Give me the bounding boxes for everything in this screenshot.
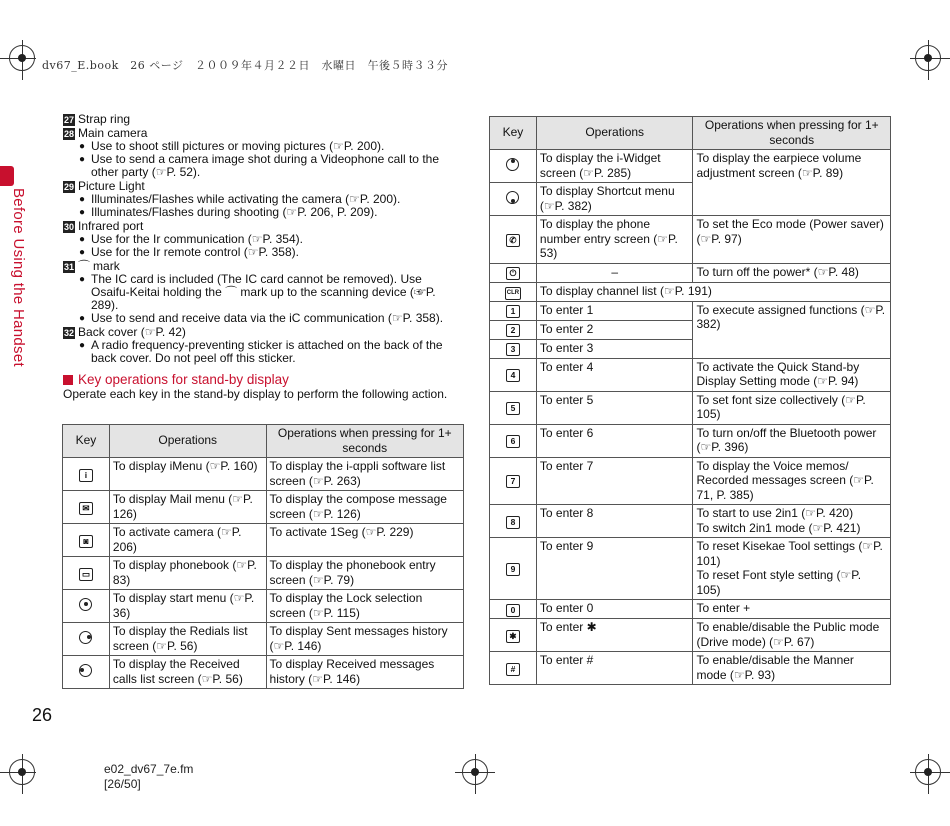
- column-header-key: Key: [63, 425, 110, 458]
- bullet-icon: ●: [79, 274, 86, 285]
- key-9-icon: 9: [506, 563, 520, 576]
- table-row: [490, 505, 891, 538]
- bullet-icon: ●: [79, 313, 86, 324]
- table-row: [63, 557, 464, 590]
- operation-cell: To enter 5: [536, 391, 693, 424]
- table-row: [490, 301, 891, 320]
- long-press-line: To reset Font style setting (☞P. 105): [696, 568, 862, 597]
- key-3-icon: 3: [506, 343, 520, 356]
- star-key-icon: ✱: [506, 630, 520, 643]
- operation-cell: To enter 3: [536, 339, 693, 358]
- operation-cell: To enter 1: [536, 301, 693, 320]
- nav-up-key-icon: [506, 158, 519, 171]
- table-row: [490, 619, 891, 652]
- table-row: [63, 491, 464, 524]
- table-row: [490, 457, 891, 505]
- table-row: [63, 524, 464, 557]
- operation-cell: To enter 6: [536, 424, 693, 457]
- nav-right-key-icon: [79, 631, 92, 644]
- long-press-cell: To execute assigned functions (☞P. 382): [693, 301, 891, 358]
- long-press-cell: To enter +: [693, 600, 891, 619]
- nav-center-key-icon: [79, 598, 92, 611]
- bullet-icon: ●: [79, 207, 86, 218]
- key-2-icon: 2: [506, 324, 520, 337]
- part-number: 30: [64, 221, 75, 232]
- long-press-cell: To turn off the power* (☞P. 48): [693, 263, 891, 282]
- long-press-cell: [693, 538, 891, 600]
- table-row: [490, 358, 891, 391]
- part-item: [63, 113, 463, 126]
- key-0-icon: 0: [506, 604, 520, 617]
- long-press-cell: To display the earpiece volume adjustment screen (☞P. 89): [693, 150, 891, 216]
- long-press-cell: To display the Lock selection screen (☞P. 115): [266, 590, 463, 623]
- long-press-cell: To display the compose message screen (☞P. 126): [266, 491, 463, 524]
- operation-cell: To display iMenu (☞P. 160): [109, 458, 266, 491]
- part-number: 28: [64, 128, 75, 139]
- column-header-operations: Operations: [109, 425, 266, 458]
- registration-mark-icon: [9, 759, 35, 785]
- bullet-icon: ●: [79, 247, 86, 258]
- table-row: [490, 282, 891, 301]
- part-item: [63, 127, 463, 179]
- part-title: Back cover (☞P. 42): [78, 325, 186, 339]
- section-title: Key operations for stand-by display: [78, 372, 289, 387]
- operation-cell: To activate camera (☞P. 206): [109, 524, 266, 557]
- part-bullet: Use for the Ir communication (☞P. 354).: [91, 232, 303, 246]
- bullet-icon: ●: [79, 234, 86, 245]
- section-square-icon: [63, 375, 73, 385]
- operation-cell: To enter 7: [536, 457, 693, 505]
- long-press-cell: To turn on/off the Bluetooth power (☞P. 396): [693, 424, 891, 457]
- operation-cell: To enter ✱: [536, 619, 693, 652]
- key-5-icon: 5: [506, 402, 520, 415]
- key-6-icon: 6: [506, 435, 520, 448]
- operation-cell: To display the i-Widget screen (☞P. 285): [536, 150, 693, 183]
- part-bullet: Illuminates/Flashes during shooting (☞P. 206, P. 209).: [91, 205, 378, 219]
- operation-cell: To display start menu (☞P. 36): [109, 590, 266, 623]
- part-number: 29: [64, 181, 75, 192]
- registration-mark-icon: [462, 759, 488, 785]
- table-row: [490, 150, 891, 183]
- operation-cell: To enter 9: [536, 538, 693, 600]
- part-bullet: Illuminates/Flashes while activating the camera (☞P. 200).: [91, 192, 401, 206]
- long-press-cell: To set the Eco mode (Power saver) (☞P. 97): [693, 216, 891, 264]
- part-number: 32: [64, 327, 75, 338]
- long-press-cell: To display the phonebook entry screen (☞P. 79): [266, 557, 463, 590]
- part-number: 27: [64, 114, 75, 125]
- operation-cell: To display the Received calls list screen (☞P. 56): [109, 656, 266, 689]
- long-press-cell: [693, 505, 891, 538]
- table-row: [490, 391, 891, 424]
- table-row: [490, 600, 891, 619]
- part-item: [63, 260, 463, 325]
- table-row: [63, 623, 464, 656]
- table-row: [63, 458, 464, 491]
- section-description: Operate each key in the stand-by display to perform the following action.: [63, 387, 448, 401]
- operation-cell: –: [536, 263, 693, 282]
- side-tab-marker: [0, 166, 14, 186]
- print-header: dv67_E.book 26 ページ ２００９年４月２２日 水曜日 午後５時３３分: [42, 59, 449, 72]
- operation-cell: To enter 4: [536, 358, 693, 391]
- operation-cell: To enter 2: [536, 320, 693, 339]
- parts-list: [63, 113, 463, 401]
- long-press-cell: To enable/disable the Public mode (Drive mode) (☞P. 67): [693, 619, 891, 652]
- part-item: [63, 220, 463, 259]
- part-bullet: A radio frequency-preventing sticker is attached on the back of the back cover. Do not peel off this sticker.: [91, 338, 443, 365]
- long-press-cell: To display Sent messages history (☞P. 146): [266, 623, 463, 656]
- key-7-icon: 7: [506, 475, 520, 488]
- bullet-icon: ●: [79, 340, 86, 351]
- clear-key-icon: CLR: [505, 287, 521, 300]
- registration-mark-icon: [9, 45, 35, 71]
- part-bullet: Use for the Ir remote control (☞P. 358).: [91, 245, 299, 259]
- long-press-cell: To activate 1Seg (☞P. 229): [266, 524, 463, 557]
- long-press-line: To switch 2in1 mode (☞P. 421): [696, 520, 861, 535]
- key-4-icon: 4: [506, 369, 520, 382]
- nav-down-key-icon: [506, 191, 519, 204]
- part-title: Strap ring: [78, 112, 131, 126]
- standby-key-table-left: [62, 424, 464, 689]
- table-row: [490, 652, 891, 685]
- bullet-icon: ●: [79, 194, 86, 205]
- felica-mark-icon: ⌒: [78, 259, 91, 273]
- long-press-cell: To activate the Quick Stand-by Display Setting mode (☞P. 94): [693, 358, 891, 391]
- operation-cell: To display channel list (☞P. 191): [536, 282, 890, 301]
- bullet-icon: ●: [79, 141, 86, 152]
- footer-page-range: [26/50]: [104, 777, 141, 791]
- table-row: [490, 263, 891, 282]
- power-key-icon: ⏻: [506, 267, 520, 280]
- part-title: mark: [93, 259, 120, 273]
- phonebook-key-icon: ▭: [79, 568, 93, 581]
- table-row: [490, 424, 891, 457]
- part-item: [63, 326, 463, 365]
- operation-cell: To enter #: [536, 652, 693, 685]
- operation-cell: To display the Redials list screen (☞P. 56): [109, 623, 266, 656]
- long-press-cell: To enable/disable the Manner mode (☞P. 93): [693, 652, 891, 685]
- part-bullet: Use to send and receive data via the iC communication (☞P. 358).: [91, 311, 444, 325]
- print-footer: [104, 762, 193, 792]
- key-8-icon: 8: [506, 516, 520, 529]
- part-bullet: Use to send a camera image shot during a Videophone call to the other party (☞P. 52).: [91, 152, 439, 179]
- operation-cell: To display Mail menu (☞P. 126): [109, 491, 266, 524]
- long-press-line: To reset Kisekae Tool settings (☞P. 101): [696, 539, 883, 568]
- part-bullet: The IC card is included (The IC card cannot be removed). Use Osaifu-Keitai holding the ⌒ mark up to the scanning device (☞P. 289).: [91, 272, 436, 312]
- i-mode-key-icon: i: [79, 469, 93, 482]
- column-header-operations: Operations: [536, 117, 693, 150]
- column-header-long-press: Operations when pressing for 1+ seconds: [693, 117, 891, 150]
- table-row: [490, 216, 891, 264]
- long-press-cell: To set font size collectively (☞P. 105): [693, 391, 891, 424]
- operation-cell: To enter 0: [536, 600, 693, 619]
- bullet-icon: ●: [79, 154, 86, 165]
- table-row: [490, 538, 891, 600]
- mail-key-icon: ✉: [79, 502, 93, 515]
- part-bullet: Use to shoot still pictures or moving pictures (☞P. 200).: [91, 139, 385, 153]
- page-number: 26: [32, 705, 53, 725]
- part-title: Picture Light: [78, 179, 145, 193]
- operation-cell: To display phonebook (☞P. 83): [109, 557, 266, 590]
- part-title: Main camera: [78, 126, 148, 140]
- standby-key-table-right: [489, 116, 891, 685]
- long-press-cell: To display the i-αppli software list screen (☞P. 263): [266, 458, 463, 491]
- registration-mark-icon: [915, 759, 941, 785]
- long-press-cell: To display the Voice memos/ Recorded messages screen (☞P. 71, P. 385): [693, 457, 891, 505]
- part-number: 31: [64, 261, 75, 272]
- table-row: [63, 656, 464, 689]
- long-press-cell: To display Received messages history (☞P. 146): [266, 656, 463, 689]
- key-1-icon: 1: [506, 305, 520, 318]
- part-item: [63, 180, 463, 219]
- part-title: Infrared port: [78, 219, 144, 233]
- operation-cell: To display Shortcut menu (☞P. 382): [536, 183, 693, 216]
- side-tab-label: Before Using the Handset: [10, 188, 27, 367]
- registration-mark-icon: [915, 45, 941, 71]
- call-key-icon: ✆: [506, 234, 520, 247]
- footer-filename: e02_dv67_7e.fm: [104, 762, 194, 776]
- operation-cell: To enter 8: [536, 505, 693, 538]
- camera-key-icon: ◙: [79, 535, 93, 548]
- section-heading: [63, 373, 463, 386]
- long-press-line: To start to use 2in1 (☞P. 420): [696, 506, 854, 520]
- hash-key-icon: #: [506, 663, 520, 676]
- column-header-key: Key: [490, 117, 537, 150]
- table-row: [63, 590, 464, 623]
- operation-cell: To display the phone number entry screen (☞P. 53): [536, 216, 693, 264]
- column-header-long-press: Operations when pressing for 1+ seconds: [266, 425, 463, 458]
- nav-left-key-icon: [79, 664, 92, 677]
